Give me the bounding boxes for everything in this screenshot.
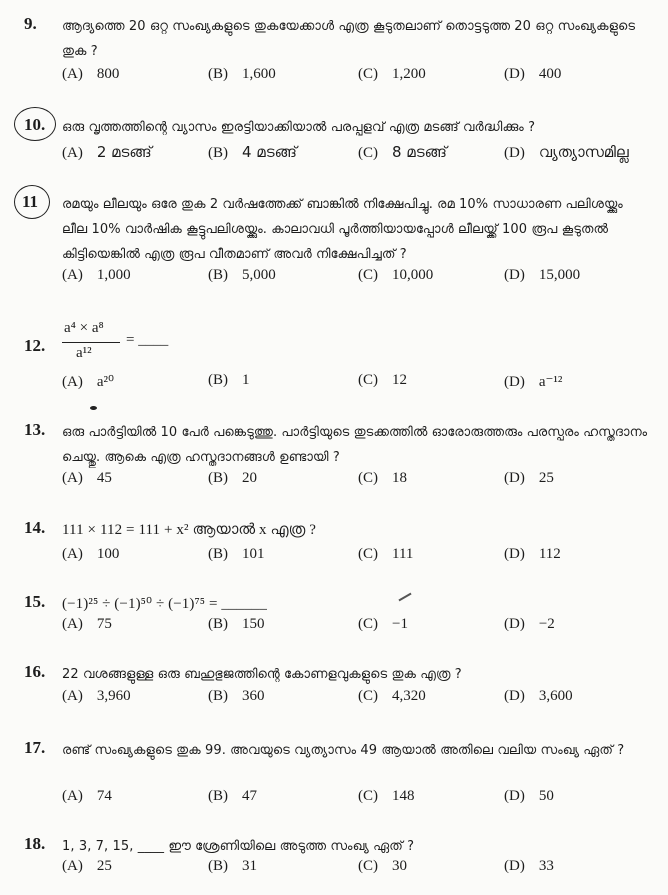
option-label: (C) [358, 66, 378, 82]
question-text: രമയും ലീലയും ഒരേ തുക 2 വർഷത്തേക്ക് ബാങ്കിൽ നിക്ഷേപിച്ചു. രമ 10% സാധാരണ പലിശയ്ക്കും ലീല 10% വാർഷിക കൂട്ടുപലിശയ്ക്കും. കാലാവധി പൂർത്തിയായപ്പോൾ ലീലയ്ക്ക് 100 രൂപ കൂടുതൽ കിട്ടിയെങ്കിൽ എത്ര രൂപ വീതമാണ് അവർ നിക്ഷേപിച്ചത് ? [62, 197, 623, 262]
option-value: 3,600 [538, 688, 573, 704]
question-number: 11 [22, 192, 39, 211]
option-label: (D) [504, 546, 525, 562]
option-value: 50 [538, 788, 554, 804]
option-label: (D) [504, 374, 525, 390]
option-label: (A) [62, 470, 83, 486]
option-b[interactable] [208, 616, 265, 633]
option-value: 1 [242, 372, 250, 388]
option-d[interactable] [504, 143, 629, 162]
option-value: 4,320 [392, 688, 426, 704]
option-c[interactable] [358, 470, 407, 487]
option-b[interactable] [208, 267, 276, 284]
option-value: 3,960 [96, 688, 131, 704]
option-value: 1,200 [392, 66, 426, 82]
option-label: (C) [358, 267, 378, 283]
question-number: 13. [24, 420, 46, 439]
option-d[interactable] [504, 616, 555, 633]
option-b[interactable] [208, 66, 276, 83]
option-c[interactable] [358, 546, 413, 563]
fraction-denominator: a¹² [76, 345, 92, 361]
option-label: (C) [358, 688, 378, 704]
option-a[interactable] [62, 66, 119, 83]
option-label: (B) [208, 688, 228, 704]
option-value: 5,000 [242, 267, 276, 283]
question-number: 12. [24, 336, 46, 355]
option-value: 45 [96, 470, 112, 486]
option-label: (B) [208, 616, 228, 632]
option-a[interactable] [62, 372, 114, 391]
answer-options [62, 66, 662, 90]
option-value: 4 മടങ്ങ് [242, 143, 297, 161]
option-d[interactable] [504, 470, 554, 487]
option-value: 112 [538, 546, 561, 562]
option-value: 800 [96, 66, 120, 82]
option-value: 111 [392, 546, 414, 562]
option-value: a⁻¹² [538, 374, 563, 390]
option-c[interactable] [358, 372, 407, 389]
option-d[interactable] [504, 546, 561, 563]
option-b[interactable] [208, 470, 257, 487]
option-c[interactable] [358, 66, 426, 83]
option-label: (A) [62, 267, 83, 283]
answer-options [62, 470, 662, 494]
option-value: 74 [96, 788, 112, 804]
option-value: 33 [538, 858, 554, 874]
option-label: (C) [358, 145, 378, 161]
question-equation: 111 × 112 = 111 + x² ആയാൽ x എത്ര ? [62, 522, 317, 538]
option-value: 8 മടങ്ങ് [392, 143, 447, 161]
option-label: (C) [358, 616, 378, 632]
option-d[interactable] [504, 858, 554, 875]
question-text: ഒരു വൃത്തത്തിന്റെ വ്യാസം ഇരട്ടിയാക്കിയാൽ പരപ്പളവ് എത്ര മടങ്ങ് വർദ്ധിക്കും ? [62, 120, 536, 135]
option-value: 31 [242, 858, 257, 874]
question-number: 9. [24, 14, 37, 33]
option-a[interactable] [62, 546, 119, 563]
option-value: 25 [538, 470, 554, 486]
question-text: 1, 3, 7, 15, ____ ഈ ശ്രേണിയിലെ അടുത്ത സംഖ്യ ഏത് ? [62, 839, 415, 854]
option-a[interactable] [62, 267, 131, 284]
question-number: 18. [24, 834, 46, 853]
question-text: രണ്ട് സംഖ്യകളുടെ തുക 99. അവയുടെ വ്യത്യാസം 49 ആയാൽ അതിലെ വലിയ സംഖ്യ ഏത് ? [62, 743, 625, 758]
answer-options [62, 143, 662, 167]
question-number: 14. [24, 518, 46, 537]
option-label: (A) [62, 546, 83, 562]
option-value: 101 [242, 546, 265, 562]
option-value: 10,000 [392, 267, 434, 283]
option-a[interactable] [62, 470, 112, 487]
option-a[interactable] [62, 688, 131, 705]
option-a[interactable] [62, 858, 112, 875]
option-label: (B) [208, 267, 228, 283]
option-b[interactable] [208, 688, 265, 705]
option-label: (D) [504, 688, 525, 704]
option-label: (A) [62, 66, 83, 82]
question-equation: (−1)²⁵ ÷ (−1)⁵⁰ ÷ (−1)⁷⁵ = ______ [62, 596, 268, 612]
option-label: (A) [62, 688, 83, 704]
option-label: (A) [62, 145, 83, 161]
option-value: 150 [242, 616, 265, 632]
pen-dot-mark [90, 406, 97, 410]
option-label: (B) [208, 145, 228, 161]
option-value: 1,000 [96, 267, 131, 283]
option-label: (D) [504, 788, 525, 804]
option-c[interactable] [358, 616, 408, 633]
option-label: (C) [358, 858, 378, 874]
option-value: −2 [538, 616, 555, 632]
option-c[interactable] [358, 858, 407, 875]
option-value: 400 [538, 66, 562, 82]
option-value: വ്യത്യാസമില്ല [538, 143, 629, 161]
option-label: (B) [208, 788, 228, 804]
option-label: (C) [358, 546, 378, 562]
option-c[interactable] [358, 788, 415, 805]
answer-options [62, 688, 662, 712]
option-a[interactable] [62, 143, 152, 162]
option-value: 12 [392, 372, 407, 388]
option-label: (D) [504, 858, 525, 874]
option-label: (A) [62, 374, 83, 390]
option-label: (B) [208, 372, 228, 388]
option-c[interactable] [358, 143, 447, 162]
option-d[interactable] [504, 788, 554, 805]
answer-options [62, 858, 662, 882]
question-number: 15. [24, 592, 46, 611]
option-label: (C) [358, 788, 378, 804]
question-number: 16. [24, 662, 46, 681]
option-b[interactable] [208, 546, 265, 563]
option-d[interactable] [504, 66, 561, 83]
fraction-bar [62, 342, 120, 343]
option-label: (A) [62, 858, 83, 874]
answer-options [62, 372, 662, 396]
question-text: 22 വശങ്ങളുള്ള ഒരു ബഹുഭുജത്തിന്റെ കോണളവുകളുടെ തുക എത്ര ? [62, 667, 462, 682]
option-value: −1 [392, 616, 408, 632]
option-label: (B) [208, 858, 228, 874]
question-text: ആദ്യത്തെ 20 ഒറ്റ സംഖ്യകളുടെ തുകയേക്കാൾ എത്ര കൂടുതലാണ് തൊട്ടടുത്ത 20 ഒറ്റ സംഖ്യകളുടെ തുക ? [62, 19, 636, 59]
option-value: 100 [96, 546, 120, 562]
option-label: (D) [504, 145, 525, 161]
option-value: 1,600 [242, 66, 276, 82]
option-b[interactable] [208, 788, 257, 805]
option-value: 360 [242, 688, 265, 704]
option-value: 2 മടങ്ങ് [96, 143, 152, 161]
option-label: (D) [504, 267, 525, 283]
option-label: (A) [62, 616, 83, 632]
option-value: 47 [242, 788, 257, 804]
option-label: (C) [358, 372, 378, 388]
option-value: 18 [392, 470, 407, 486]
option-d[interactable] [504, 267, 580, 284]
option-d[interactable] [504, 688, 573, 705]
equals-blank: = ____ [126, 332, 169, 348]
answer-options [62, 788, 662, 812]
fraction-numerator: a⁴ × a⁸ [64, 320, 104, 336]
option-label: (D) [504, 616, 525, 632]
question-number: 10. [24, 115, 46, 134]
option-value: 20 [242, 470, 257, 486]
option-a[interactable] [62, 616, 112, 633]
question-text: ഒരു പാർട്ടിയിൽ 10 പേർ പങ്കെടുത്തു. പാർട്ടിയുടെ തുടക്കത്തിൽ ഓരോരുത്തരും പരസ്പരം ഹസ്തദാനം ചെയ്തു. ആകെ എത്ര ഹസ്തദാനങ്ങൾ ഉണ്ടായി ? [62, 425, 648, 465]
option-value: 148 [392, 788, 415, 804]
option-label: (C) [358, 470, 378, 486]
option-label: (B) [208, 66, 228, 82]
question-number: 17. [24, 738, 46, 757]
option-d[interactable] [504, 372, 562, 391]
answer-options [62, 546, 662, 570]
option-b[interactable] [208, 372, 250, 389]
option-b[interactable] [208, 858, 257, 875]
answer-options [62, 267, 662, 291]
option-value: 30 [392, 858, 407, 874]
option-label: (A) [62, 788, 83, 804]
option-b[interactable] [208, 143, 297, 162]
option-c[interactable] [358, 688, 426, 705]
option-a[interactable] [62, 788, 112, 805]
answer-options [62, 616, 662, 640]
option-value: a²⁰ [96, 374, 114, 390]
option-value: 75 [96, 616, 112, 632]
option-value: 25 [96, 858, 112, 874]
option-label: (D) [504, 66, 525, 82]
option-value: 15,000 [538, 267, 581, 283]
option-label: (B) [208, 546, 228, 562]
option-c[interactable] [358, 267, 433, 284]
option-label: (D) [504, 470, 525, 486]
option-label: (B) [208, 470, 228, 486]
